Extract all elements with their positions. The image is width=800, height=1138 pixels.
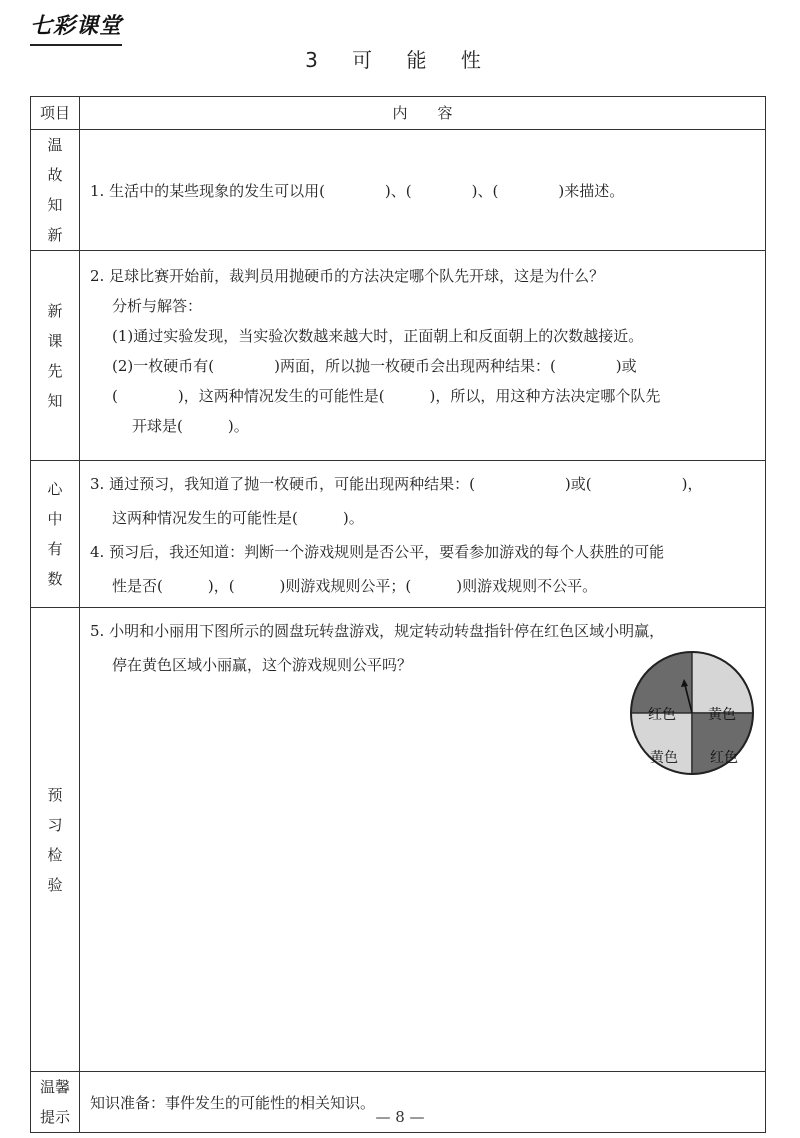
section-review <box>31 130 766 251</box>
analysis-line-1: (1)通过实验发现，当实验次数越来越大时，正面朝上和反面朝上的次数越接近。 <box>112 327 644 345</box>
question-2: 2. 足球比赛开始前，裁判员用抛硬币的方法决定哪个队先开球，这是为什么？ <box>90 267 605 285</box>
label-bottom-left: 黄色 <box>650 750 678 766</box>
section-label: 温 故 知 新 <box>31 130 80 251</box>
spinner-diagram <box>628 651 758 775</box>
question-3-cont: 这两种情况发生的可能性是( )。 <box>112 509 364 527</box>
question-1: 1. 生活中的某些现象的发生可以用( )、( )、( )来描述。 <box>90 182 625 200</box>
page-number: — 8 — <box>375 1108 425 1126</box>
label-bottom-right: 红色 <box>710 750 738 766</box>
section-new-lesson <box>31 251 766 461</box>
analysis-line-4: 开球是( )。 <box>132 417 249 435</box>
question-5-cont: 停在黄色区域小丽赢，这个游戏规则公平吗？ <box>112 656 413 674</box>
section-label: 预 习 检 验 <box>31 608 80 1072</box>
worksheet-table <box>30 96 766 1133</box>
page-title: 3 可 能 性 <box>305 48 495 72</box>
question-3: 3. 通过预习，我知道了抛一枚硬币，可能出现两种结果：( )或( )， <box>90 475 703 493</box>
tip-text: 知识准备：事件发生的可能性的相关知识。 <box>90 1094 376 1112</box>
analysis-line-2: (2)一枚硬币有( )两面，所以抛一枚硬币会出现两种结果：( )或 <box>112 357 637 375</box>
header-content: 内 容 <box>80 97 766 130</box>
analysis-line-3: ( )，这两种情况发生的可能性是( )，所以，用这种方法决定哪个队先 <box>112 387 661 405</box>
section-in-mind <box>31 461 766 608</box>
header-item: 项目 <box>31 97 80 130</box>
label-top-right: 黄色 <box>708 707 736 723</box>
question-4-cont: 性是否( )，( )则游戏规则公平；( )则游戏规则不公平。 <box>112 577 598 595</box>
brand-name: 七彩课堂 <box>30 14 123 39</box>
section-label: 心 中 有 数 <box>31 461 80 608</box>
analysis-heading: 分析与解答： <box>112 297 203 315</box>
section-content <box>80 461 766 608</box>
question-4: 4. 预习后，我还知道：判断一个游戏规则是否公平，要看参加游戏的每个人获胜的可能 <box>90 543 665 561</box>
table-header-row <box>31 97 766 130</box>
section-content <box>80 130 766 251</box>
section-content <box>80 251 766 461</box>
label-top-left: 红色 <box>648 707 676 723</box>
question-5: 5. 小明和小丽用下图所示的圆盘玩转盘游戏，规定转动转盘指针停在红色区域小明赢， <box>90 622 665 640</box>
brand-logo <box>30 14 122 44</box>
section-label: 温馨 提示 <box>31 1072 80 1133</box>
section-label: 新 课 先 知 <box>31 251 80 461</box>
